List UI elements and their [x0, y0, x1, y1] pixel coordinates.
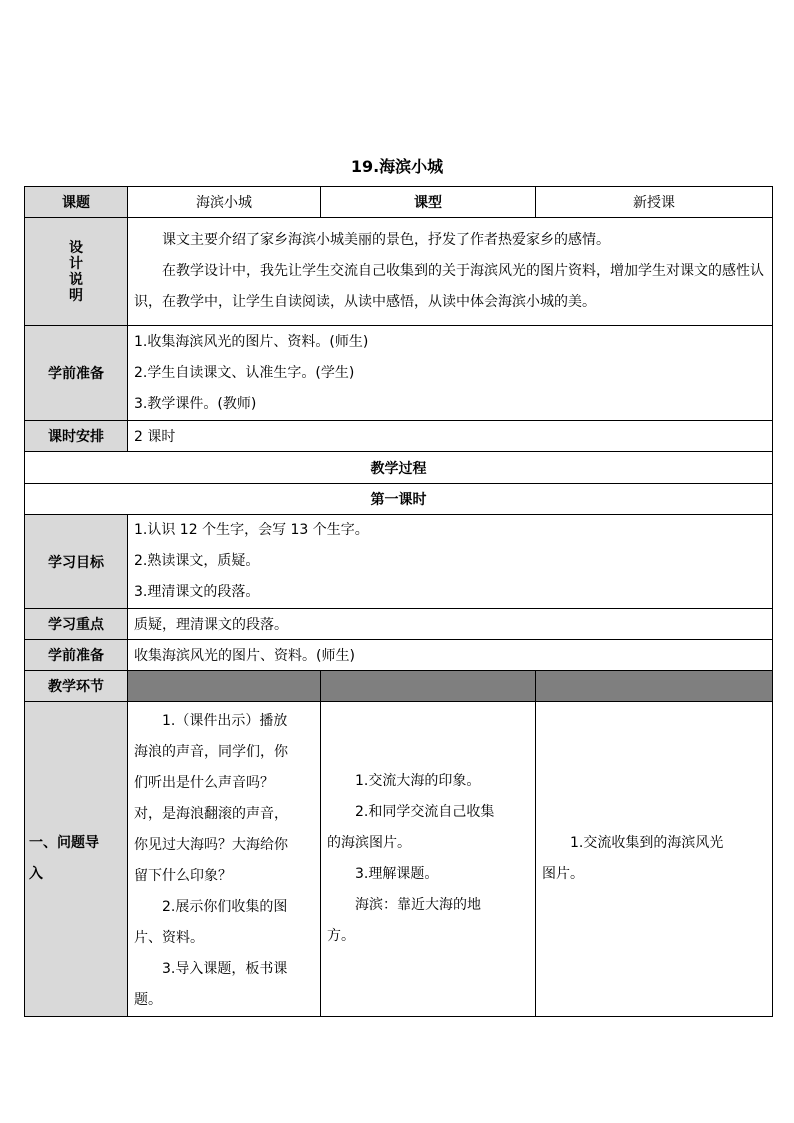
info-row: [25, 187, 773, 218]
lesson-plan-table: [24, 186, 773, 1017]
prep2-value: 收集海滨风光的图片、资料。(师生): [128, 640, 773, 671]
lesson-heading-row: [25, 484, 773, 515]
focus-label: 学习重点: [25, 609, 128, 640]
teacher-line: 2.展示你们收集的图: [162, 899, 288, 915]
teacher-line: 海浪的声音，同学们，你: [134, 744, 288, 760]
goal-item: 3.理清课文的段落。: [134, 584, 260, 600]
section1-label-line: 入: [29, 866, 43, 882]
design-row: [25, 218, 773, 326]
process-heading-row: [25, 452, 773, 484]
teacher-line: 题。: [134, 992, 162, 1008]
stage-header-cell: [536, 671, 773, 702]
design-label-char: 说: [69, 271, 83, 288]
prep-item: 1.收集海滨风光的图片、资料。(师生): [134, 333, 369, 350]
prep2-label: 学前准备: [25, 640, 128, 671]
design-content: [128, 218, 773, 326]
process-heading: 教学过程: [25, 452, 773, 484]
student-line: 的海滨图片。: [327, 835, 411, 851]
student-line: 海滨：靠近大海的地: [355, 897, 481, 913]
student-line: 1.交流大海的印象。: [355, 773, 481, 789]
goals-row: [25, 515, 773, 609]
student-line: 方。: [327, 928, 355, 944]
student-activities: [321, 702, 536, 1017]
goal-item: 1.认识 12 个生字，会写 13 个生字。: [134, 522, 369, 538]
page-title: 19.海滨小城: [350, 157, 444, 176]
teacher-line: 1.（课件出示）播放: [162, 713, 288, 729]
design-label: [25, 218, 128, 326]
schedule-label: 课时安排: [25, 421, 128, 452]
teacher-line: 你见过大海吗？大海给你: [134, 837, 288, 853]
topic-value: 海滨小城: [128, 187, 321, 218]
goals-content: [128, 515, 773, 609]
section1-label-line: 一、问题导: [29, 835, 99, 851]
teacher-line: 片、资料。: [134, 930, 204, 946]
design-intent: [536, 702, 773, 1017]
prep-item: 3.教学课件。(教师): [134, 395, 257, 412]
stage-header-cell: [321, 671, 536, 702]
student-line: 2.和同学交流自己收集: [355, 804, 495, 820]
focus-row: [25, 609, 773, 640]
type-value: 新授课: [536, 187, 773, 218]
teacher-line: 们听出是什么声音吗？: [134, 775, 274, 791]
schedule-row: [25, 421, 773, 452]
prep-label: 学前准备: [25, 326, 128, 421]
teacher-line: 3.导入课题，板书课: [162, 961, 288, 977]
prep-row: [25, 326, 773, 421]
teacher-activities: [128, 702, 321, 1017]
stage-label: 教学环节: [25, 671, 128, 702]
design-paragraph: 在教学设计中，我先让学生交流自己收集到的关于海滨风光的图片资料，增加学生对课文的感性认识，在教学中，让学生自读阅读，从读中感悟，从读中体会海滨小城的美。: [134, 263, 764, 310]
design-line: 1.交流收集到的海滨风光: [570, 835, 724, 851]
stage-row: [25, 671, 773, 702]
goal-item: 2.熟读课文，质疑。: [134, 553, 260, 569]
student-line: 3.理解课题。: [355, 866, 439, 882]
type-label: 课型: [321, 187, 536, 218]
design-label-char: 设: [69, 239, 83, 256]
prep-content: [128, 326, 773, 421]
schedule-value: 2 课时: [128, 421, 773, 452]
goals-label: 学习目标: [25, 515, 128, 609]
design-label-char: 计: [69, 255, 83, 272]
stage-header-cell: [128, 671, 321, 702]
design-paragraph: 课文主要介绍了家乡海滨小城美丽的景色，抒发了作者热爱家乡的感情。: [162, 232, 610, 248]
section1-label: [25, 702, 128, 1017]
design-label-char: 明: [69, 287, 83, 304]
topic-label: 课题: [25, 187, 128, 218]
focus-value: 质疑，理清课文的段落。: [128, 609, 773, 640]
prep2-row: [25, 640, 773, 671]
section1-row: [25, 702, 773, 1017]
prep-item: 2.学生自读课文、认准生字。(学生): [134, 364, 355, 381]
design-line: 图片。: [542, 866, 584, 882]
lesson-heading: 第一课时: [25, 484, 773, 515]
teacher-line: 对，是海浪翻滚的声音，: [134, 806, 288, 822]
teacher-line: 留下什么印象？: [134, 868, 232, 884]
